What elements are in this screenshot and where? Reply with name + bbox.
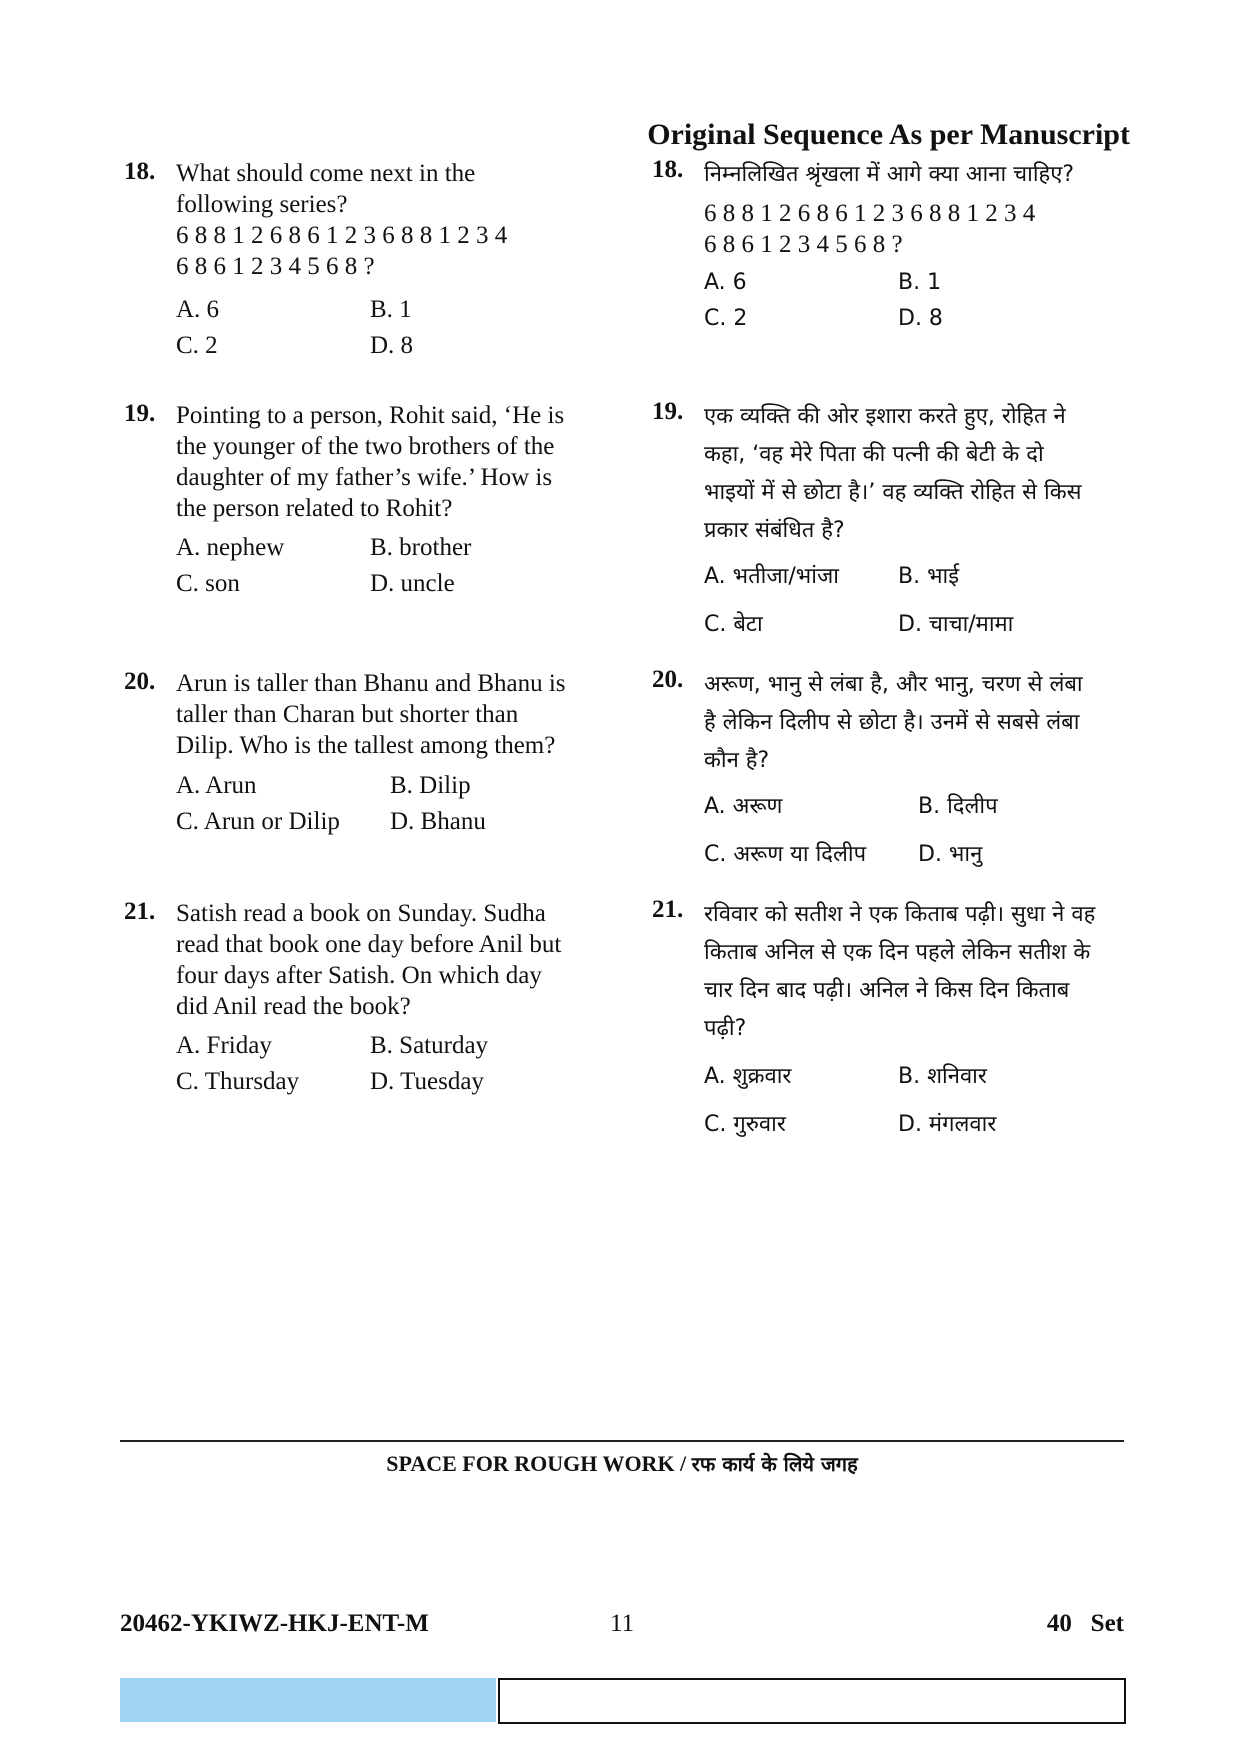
option-b: B. 1 [370,296,412,323]
option-c: C. 2 [704,306,748,331]
question-number: 19. [124,400,156,427]
option-d: D. Bhanu [390,808,486,835]
option-b: B. शनिवार [898,1064,987,1089]
option-d: D. मंगलवार [898,1112,997,1137]
question-number: 20. [652,666,684,693]
page-title: Original Sequence As per Manuscript [647,118,1130,151]
option-d: D. भानु [918,842,983,867]
question-text: रविवार को सतीश ने एक किताब पढ़ी। सुधा ने वह किताब अनिल से एक दिन पहले लेकिन सतीश के चार दिन बाद पढ़ी। अनिल ने किस दिन किताब पढ़ी? [704,902,1096,1041]
set-label: 40 Set [1046,1610,1124,1637]
option-a: A. 6 [704,270,747,295]
question-number: 20. [124,668,156,695]
option-d: D. 8 [898,306,943,331]
option-d: D. चाचा/मामा [898,612,1014,637]
option-b: B. Dilip [390,772,471,799]
option-b: B. brother [370,534,472,561]
blue-footer-bar [120,1678,496,1722]
option-c: C. Arun or Dilip [176,808,340,835]
option-a: A. nephew [176,534,285,561]
question-number: 18. [652,156,684,183]
question-number: 21. [124,898,156,925]
question-text: एक व्यक्ति की ओर इशारा करते हुए, रोहित ने कहा, ‘वह मेरे पिता की पत्नी की बेटी के दो भाइयों में से छोटा है।’ वह व्यक्ति रोहित से किस प्रकार संबंधित है? [704,404,1082,543]
rough-work-divider [120,1440,1124,1442]
option-a: A. 6 [176,296,220,323]
option-d: D. 8 [370,332,414,359]
rough-work-label [120,1450,1124,1477]
option-d: D. uncle [370,570,455,597]
option-c: C. गुरुवार [704,1112,786,1137]
option-b: B. Saturday [370,1032,489,1059]
option-c: C. बेटा [704,612,763,637]
option-a: A. शुक्रवार [704,1064,792,1089]
question-text: Arun is taller than Bhanu and Bhanu is taller than Charan but shorter than Dilip. Who is the tallest among them? [176,670,566,759]
question-text: Pointing to a person, Rohit said, ‘He is the younger of the two brothers of the daughter of my father’s wife.’ How is the person related to Rohit? [176,402,565,522]
option-c: C. son [176,570,240,597]
question-text: What should come next in the following series? 6 8 8 1 2 6 8 6 1 2 3 6 8 8 1 2 3 4 6 8 6 1 2 3 4 5 6 8 ? [176,160,508,280]
option-a: A. Arun [176,772,257,799]
page-number: 11 [610,1610,635,1637]
option-d: D. Tuesday [370,1068,484,1095]
question-text: अरूण, भानु से लंबा है, और भानु, चरण से लंबा है लेकिन दिलीप से छोटा है। उनमें से सबसे लंबा कौन है? [704,672,1083,773]
option-c: C. 2 [176,332,218,359]
paper-code: 20462-YKIWZ-HKJ-ENT-M [120,1610,429,1637]
rough-work-label-hi: रफ कार्य के लिये जगह [691,1452,858,1476]
question-number: 19. [652,398,684,425]
empty-footer-box [498,1678,1126,1724]
option-b: B. भाई [898,564,960,589]
question-number: 21. [652,896,684,923]
option-a: A. अरूण [704,794,783,819]
question-series: 6 8 8 1 2 6 8 6 1 2 3 6 8 8 1 2 3 4 6 8 6 1 2 3 4 5 6 8 ? [704,200,1036,258]
question-text: निम्नलिखित श्रृंखला में आगे क्या आना चाहिए? [704,162,1075,187]
rough-work-label-en: SPACE FOR ROUGH WORK / [386,1451,692,1476]
option-b: B. दिलीप [918,794,998,819]
option-c: C. अरूण या दिलीप [704,842,867,867]
option-c: C. Thursday [176,1068,300,1095]
option-a: A. भतीजा/भांजा [704,564,839,589]
option-a: A. Friday [176,1032,272,1059]
question-text: Satish read a book on Sunday. Sudha read that book one day before Anil but four days after Satish. On which day did Anil read the book? [176,900,562,1020]
option-b: B. 1 [898,270,942,295]
question-number: 18. [124,158,156,185]
